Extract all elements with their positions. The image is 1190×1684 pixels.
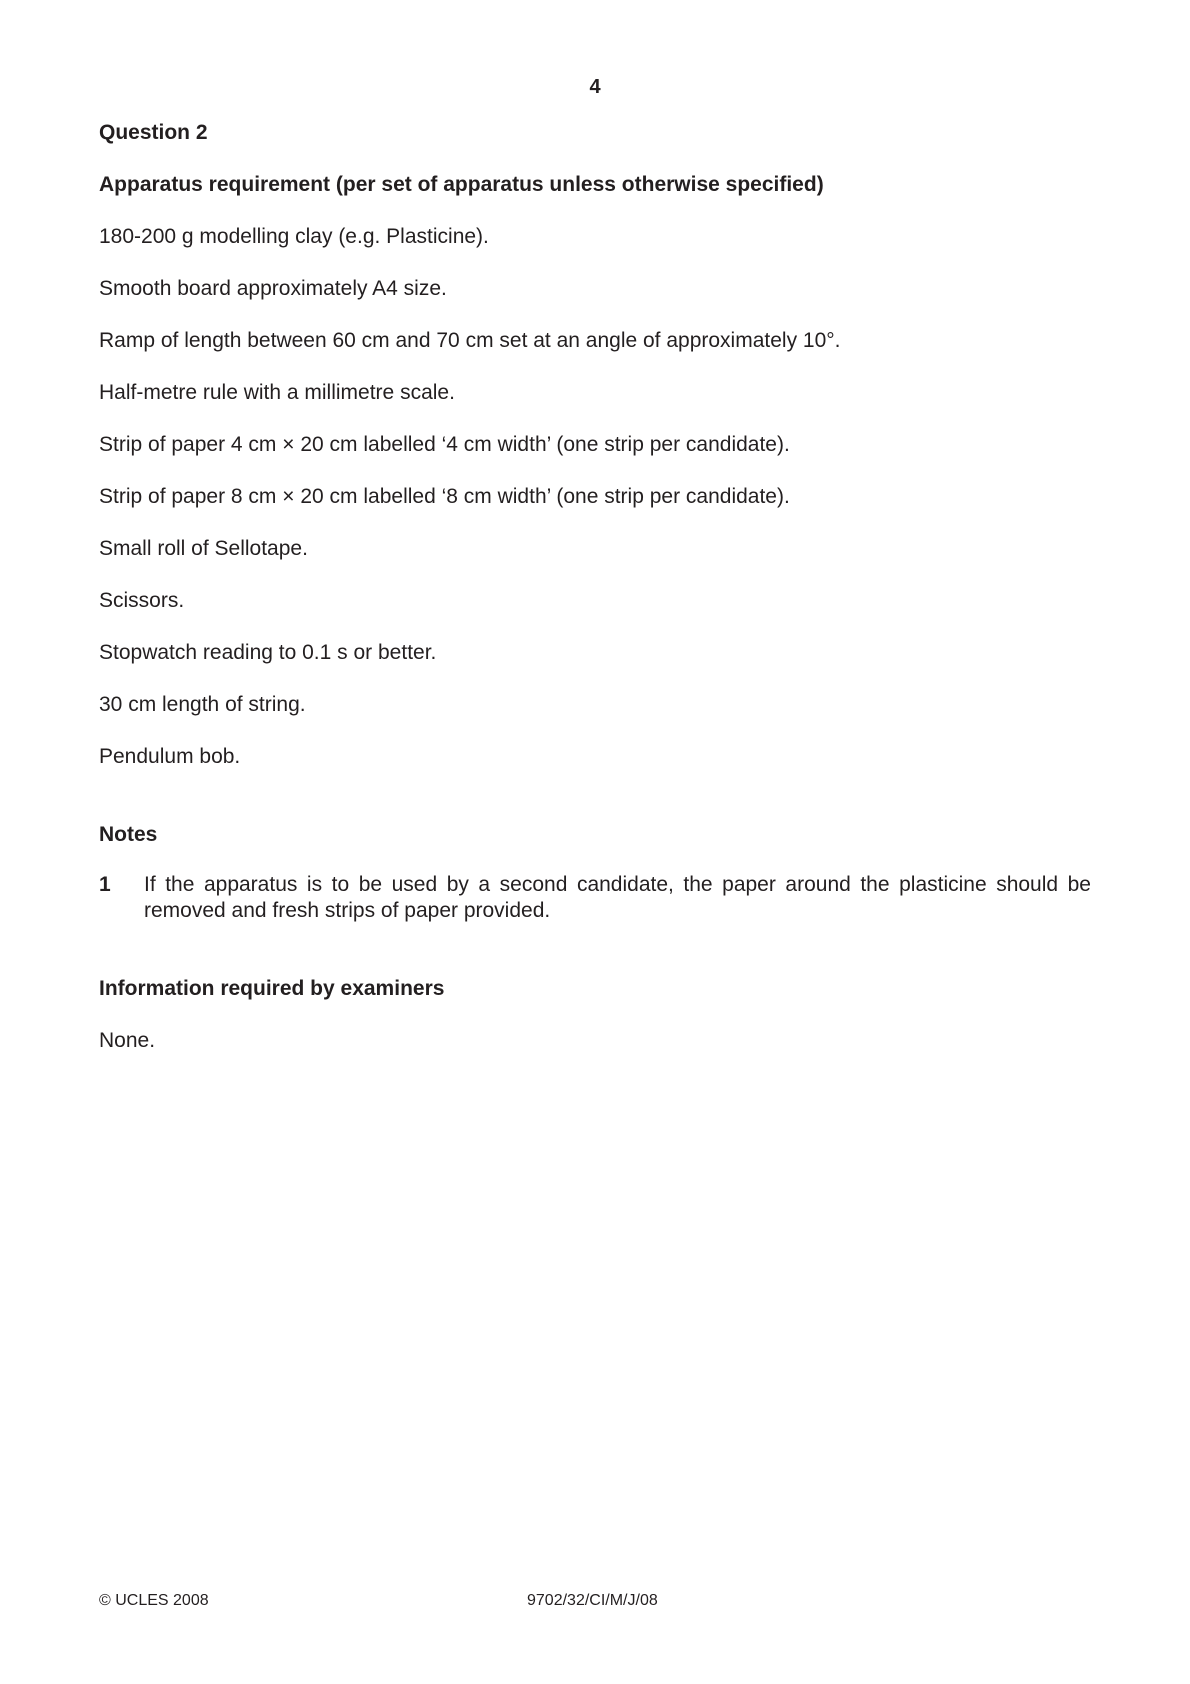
apparatus-heading: Apparatus requirement (per set of apparatus unless otherwise specified) bbox=[99, 173, 824, 196]
info-text: None. bbox=[99, 1029, 156, 1052]
document-body bbox=[99, 120, 1091, 1054]
apparatus-item: Ramp of length between 60 cm and 70 cm set at an angle of approximately 10°. bbox=[99, 329, 841, 352]
apparatus-item: Stopwatch reading to 0.1 s or better. bbox=[99, 641, 437, 664]
question-title: Question 2 bbox=[99, 121, 208, 144]
notes-heading: Notes bbox=[99, 823, 158, 846]
apparatus-item: Pendulum bob. bbox=[99, 745, 241, 768]
apparatus-item: Half-metre rule with a millimetre scale. bbox=[99, 381, 455, 404]
apparatus-list bbox=[99, 224, 1091, 770]
note-item bbox=[99, 872, 1091, 924]
info-heading: Information required by examiners bbox=[99, 977, 445, 1000]
note-text: If the apparatus is to be used by a second candidate, the paper around the plasticine should be removed and fresh strips of paper provided. bbox=[144, 873, 1091, 922]
footer-code: 9702/32/CI/M/J/08 bbox=[527, 1592, 658, 1609]
apparatus-item: 180-200 g modelling clay (e.g. Plasticine). bbox=[99, 225, 489, 248]
apparatus-item: Strip of paper 8 cm × 20 cm labelled ‘8 cm width’ (one strip per candidate). bbox=[99, 485, 790, 508]
apparatus-item: Scissors. bbox=[99, 589, 185, 612]
apparatus-item: 30 cm length of string. bbox=[99, 693, 306, 716]
note-number: 1 bbox=[99, 873, 111, 896]
apparatus-item: Strip of paper 4 cm × 20 cm labelled ‘4 cm width’ (one strip per candidate). bbox=[99, 433, 790, 456]
apparatus-item: Smooth board approximately A4 size. bbox=[99, 277, 447, 300]
page-number: 4 bbox=[589, 76, 601, 98]
footer-copyright: © UCLES 2008 bbox=[99, 1592, 209, 1609]
apparatus-item: Small roll of Sellotape. bbox=[99, 537, 308, 560]
